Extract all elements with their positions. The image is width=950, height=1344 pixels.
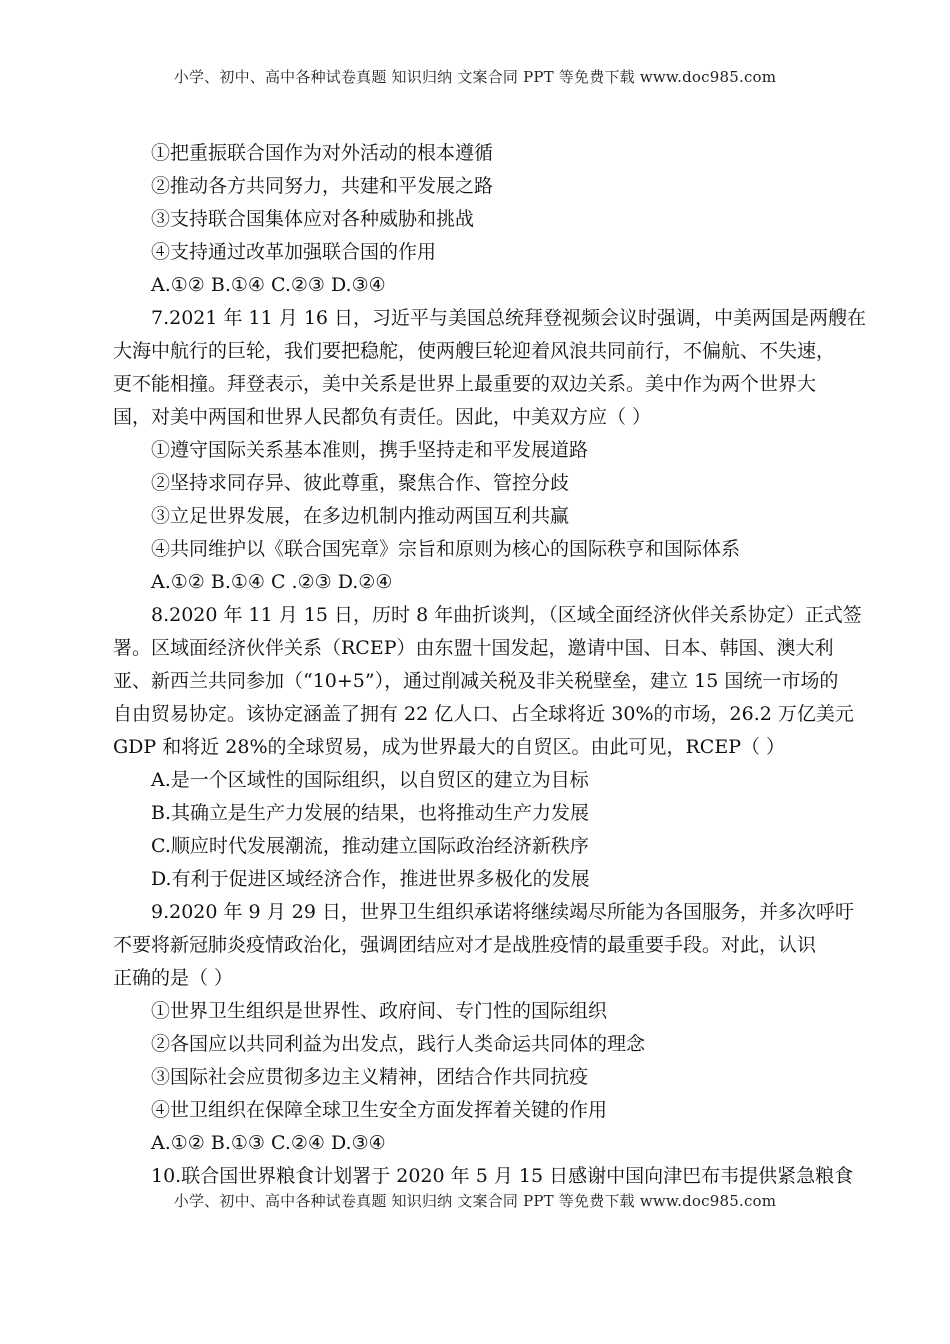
option-line: ①遵守国际关系基本准则，携手坚持走和平发展道路 — [151, 439, 589, 461]
question-stem-line: 署。区域面经济伙伴关系（RCEP）由东盟十国发起，邀请中国、日本、韩国、澳大利 — [113, 637, 834, 659]
question-9 — [113, 896, 854, 1160]
option-line: ①世界卫生组织是世界性、政府间、专门性的国际组织 — [151, 1000, 608, 1022]
option-line: ③国际社会应贯彻多边主义精神，团结合作共同抗疫 — [151, 1066, 589, 1088]
question-10 — [113, 1160, 854, 1193]
answer-choices: A.①② B.①③ C.②④ D.③④ — [151, 1132, 386, 1154]
question-7 — [113, 302, 867, 599]
answer-choices: A.①② B.①④ C .②③ D.②④ — [151, 571, 393, 593]
option-line: ②各国应以共同利益为出发点，践行人类命运共同体的理念 — [151, 1033, 646, 1055]
question-stem-line: 8.2020 年 11 月 15 日，历时 8 年曲折谈判，（区域全面经济伙伴关系协定）正式签 — [151, 604, 862, 626]
option-line: ④世卫组织在保障全球卫生安全方面发挥着关键的作用 — [151, 1099, 608, 1121]
question-stem-line: 更不能相撞。拜登表示，美中关系是世界上最重要的双边关系。美中作为两个世界大 — [113, 373, 817, 395]
option-line: A.是一个区域性的国际组织，以自贸区的建立为目标 — [151, 769, 589, 791]
option-line: B.其确立是生产力发展的结果，也将推动生产力发展 — [151, 802, 590, 824]
question-content — [113, 137, 867, 1193]
answer-choices: A.①② B.①④ C.②③ D.③④ — [151, 274, 386, 296]
option-line: C.顺应时代发展潮流，推动建立国际政治经济新秩序 — [151, 835, 589, 857]
option-line: D.有利于促进区域经济合作，推进世界多极化的发展 — [151, 868, 590, 890]
option-line: ④共同维护以《联合国宪章》宗旨和原则为核心的国际秩亨和国际体系 — [151, 538, 741, 560]
option-line: ③立足世界发展，在多边机制内推动两国互利共赢 — [151, 505, 570, 527]
question-stem-line: 10.联合国世界粮食计划署于 2020 年 5 月 15 日感谢中国向津巴布韦提供紧急粮食 — [151, 1165, 854, 1187]
option-line: ③支持联合国集体应对各种威胁和挑战 — [151, 208, 475, 230]
question-stem-line: 自由贸易协定。该协定涵盖了拥有 22 亿人口、占全球将近 30%的市场，26.2 万亿美元 — [113, 703, 854, 725]
option-line: ②坚持求同存异、彼此尊重，聚焦合作、管控分歧 — [151, 472, 570, 494]
question-stem-line: 正确的是（ ） — [113, 967, 234, 989]
question-8 — [113, 599, 862, 896]
question-stem-line: 大海中航行的巨轮，我们要把稳舵，使两艘巨轮迎着风浪共同前行，不偏航、不失速， — [113, 340, 836, 362]
question-stem-line: 亚、新西兰共同参加（“10+5”），通过削减关税及非关税壁垒，建立 15 国统一市场的 — [113, 670, 839, 692]
question-stem-line: 9.2020 年 9 月 29 日，世界卫生组织承诺将继续竭尽所能为各国服务，并多次呼吁 — [151, 901, 854, 923]
question-stem-line: 国，对美中两国和世界人民都负有责任。因此，中美双方应（ ） — [113, 406, 652, 428]
page-footer: 小学、初中、高中各种试卷真题 知识归纳 文案合同 PPT 等免费下载 www.doc985.com — [173, 1192, 777, 1210]
page-header: 小学、初中、高中各种试卷真题 知识归纳 文案合同 PPT 等免费下载 www.doc985.com — [173, 68, 777, 86]
option-line: ②推动各方共同努力，共建和平发展之路 — [151, 175, 494, 197]
option-line: ①把重振联合国作为对外活动的根本遵循 — [151, 142, 494, 164]
question-6-options — [113, 137, 839, 302]
question-stem-line: 不要将新冠肺炎疫情政治化，强调团结应对才是战胜疫情的最重要手段。对此，认识 — [113, 934, 817, 956]
option-line: ④支持通过改革加强联合国的作用 — [151, 241, 437, 263]
question-stem-line: 7.2021 年 11 月 16 日，习近平与美国总统拜登视频会议时强调，中美两国是两艘在 — [151, 307, 867, 329]
question-stem-line: GDP 和将近 28%的全球贸易，成为世界最大的自贸区。由此可见，RCEP（ ） — [113, 736, 786, 758]
